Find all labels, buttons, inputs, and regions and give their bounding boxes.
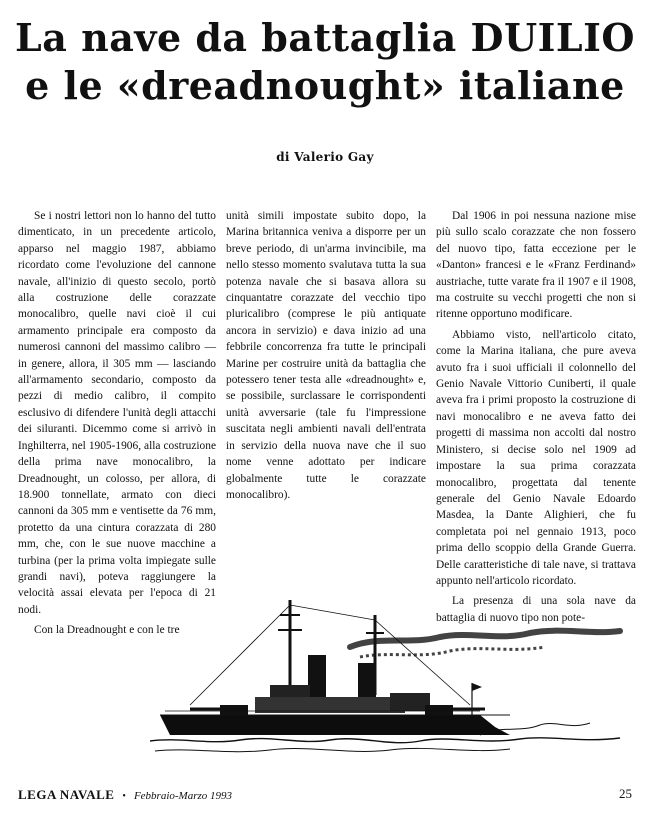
paragraph: Abbiamo visto, nell'articolo citato, come la Marina italiana, che pure aveva avuto fra i suoi ufficiali il colonnello del Genio Navale Vittorio Cuniberti, il quale aveva fra i primi proposto la costruzione di navi monocalibro e ne aveva fatto dei progetti di massima non accolti dal nostro Ministero, si decise solo nel 1909 ad impostare la sua prima corazzata monocalibro, progettata dal tenente generale del Genio Navale Edoardo Masdea, la Dante Alighieri, che fu completata poi nel gennaio 1913, poco prima dello scoppio della Grande Guerra. Delle caratteristiche di tale nave, si trattava appunto nell'articolo ricordato. <box>436 328 636 587</box>
title-line-1: La nave da battaglia DUILIO <box>15 15 635 60</box>
footer-separator: • <box>122 791 126 802</box>
text-column-1 <box>18 208 216 639</box>
magazine-name: LEGA NAVALE <box>18 787 115 802</box>
text-column-2 <box>226 208 426 503</box>
page-footer <box>18 786 632 804</box>
issue-date: Febbraio-Marzo 1993 <box>133 790 233 802</box>
paragraph: Se i nostri lettori non lo hanno del tutto dimenticato, in un precedente articolo, apparso nel maggio 1987, abbiamo ricordato come l'evoluzione del cannone navale, all'inizio di questo secolo, portò alla costruzione delle corazzate monocalibro, quelle navi cioè il cui armamento principale era composto da numerosi cannoni del massimo calibro — in genere, allora, il 305 mm — lasciando all'armamento secondario, composto da pezzi di medio calibro, il compito esclusivo di difendere l'unità degli attacchi dei siluranti. Dicemmo come si arrivò in Inghilterra, nel 1905-1906, alla costruzione della prima nave monocalibro, la Dreadnought, un colosso, per allora, di 18.900 tonnellate, armato con dieci cannoni da 305 mm e ventisette da 76 mm, protetto da una cintura corazzata di 280 mm, che, con le sue nuove macchine a turbina (per la prima volta impiegate sulle grandi navi), poteva raggiungere la velocità assai elevata per l'epoca di 21 nodi. <box>18 210 216 616</box>
paragraph: La presenza di una sola nave da battaglia di nuovo tipo non pote- <box>436 595 636 624</box>
text-column-3 <box>436 208 636 626</box>
title-line-2: e le «dreadnought» italiane <box>25 63 625 108</box>
article-title <box>0 16 650 108</box>
page-number: 25 <box>619 786 632 801</box>
paragraph: Con la Dreadnought e con le tre <box>34 624 180 637</box>
author-byline: di Valerio Gay <box>276 150 374 164</box>
paragraph: Dal 1906 in poi nessuna nazione mise più sullo scalo corazzate che non fossero del nuovo tipo, fatta eccezione per le «Danton» francesi e le «Franz Ferdinand» austriache, tutte varate fra il 1907 e il 1908, ma costruite su vecchi progetti che non si ritenne opportuno modificare. <box>436 210 636 321</box>
paragraph: unità simili impostate subito dopo, la Marina britannica veniva a disporre per un breve periodo, di un'arma invincibile, ma nello stesso momento svalutava tutta la sua potenza navale che si basava allora su cinquantatre corazzate del vecchio tipo pluricalibro (comprese le più antiquate ancora in servizio) e dava inizio ad una febbrile concorrenza fra tutte le principali Marine per costruire unità da battaglia che potessero tener testa alle «dreadnought» e, se possibile, surclassare le corrispondenti unità avversarie (tale fu l'impressione suscitata negli ambienti navali dell'entrata in servizio della nuova nave che il suo nome venne adottato per indicare globalmente tutte le corazzate monocalibro). <box>226 210 426 501</box>
battleship-drawing-icon <box>150 575 630 765</box>
